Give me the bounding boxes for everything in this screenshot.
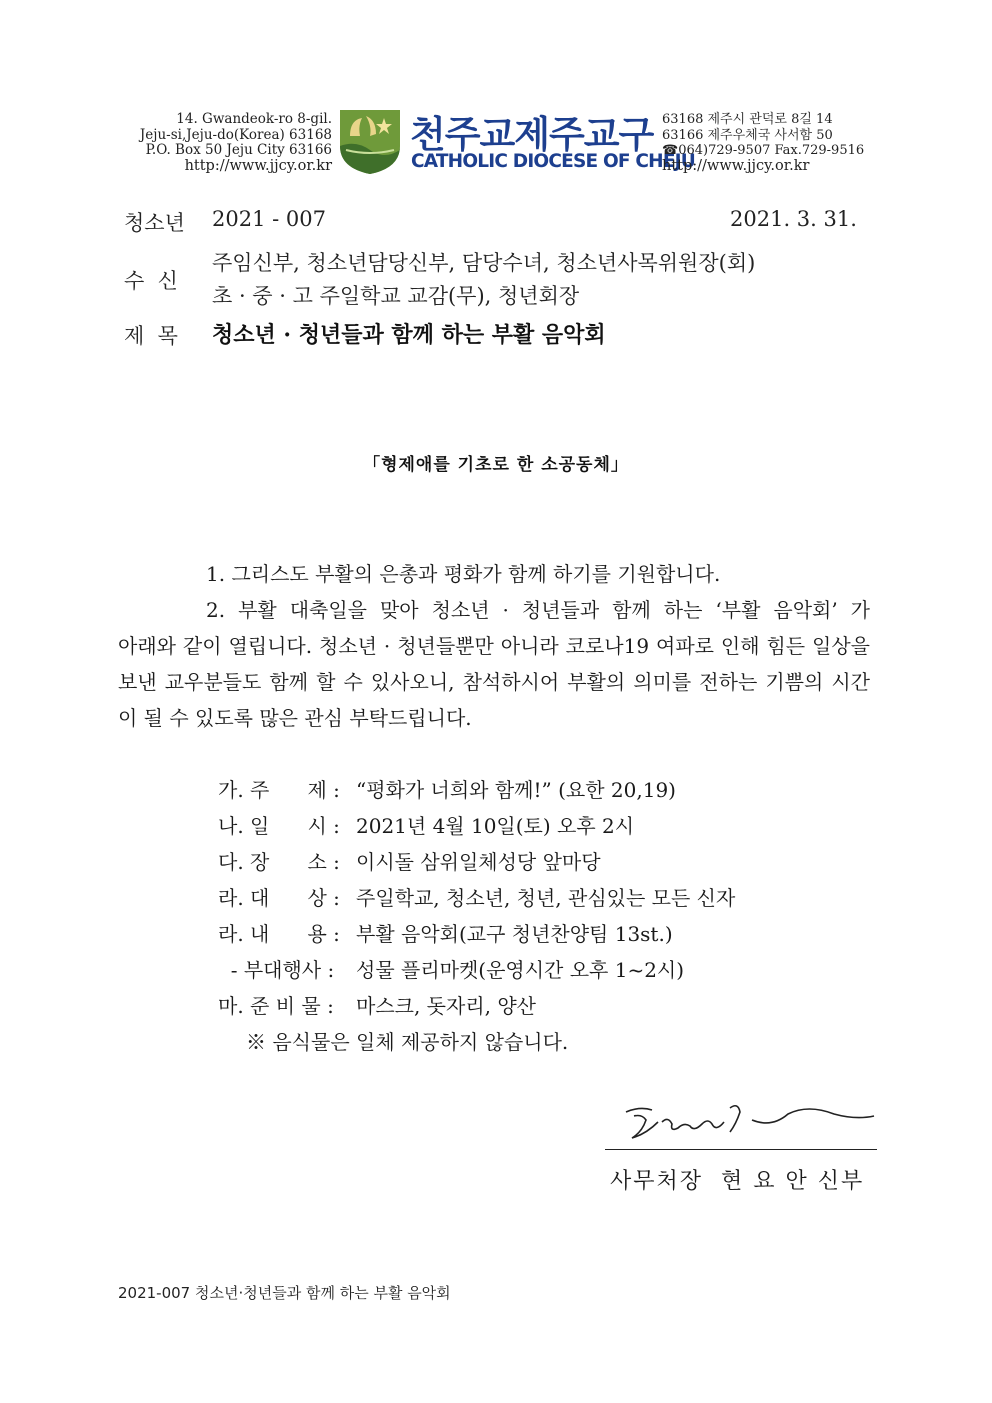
left-address-block xyxy=(112,112,332,174)
signer-name: 사무처장 현 요 안 신부 xyxy=(610,1169,865,1194)
detail-value: 부활 음악회(교구 청년찬양팀 13st.) xyxy=(356,922,673,946)
address-line: 63166 제주우체국 사서함 50 xyxy=(662,127,833,143)
detail-value: 주일학교, 청소년, 청년, 관심있는 모든 신자 xyxy=(356,886,736,910)
detail-key: 가. 주 제 : xyxy=(218,778,340,802)
footer-doc-reference: 2021-007 청소년·청년들과 함께 하는 부활 음악회 xyxy=(118,1284,451,1302)
detail-row xyxy=(218,774,676,803)
website-link[interactable]: http://www.jjcy.or.kr xyxy=(662,157,810,174)
detail-row xyxy=(218,918,673,947)
note-text: ※ 음식물은 일체 제공하지 않습니다. xyxy=(246,1030,569,1054)
website-link[interactable]: http://www.jjcy.or.kr xyxy=(184,157,332,174)
doc-date: 2021. 3. 31. xyxy=(730,207,857,231)
dept-label: 청소년 xyxy=(124,211,185,235)
subject-label: 제 목 xyxy=(124,324,178,348)
recipient-line: 주임신부, 청소년담당신부, 담당수녀, 청소년사목위원장(회) xyxy=(212,251,756,275)
detail-key: - 부대행사 : xyxy=(218,958,335,982)
detail-value: 이시돌 삼위일체성당 앞마당 xyxy=(356,850,601,874)
org-name-ko: 천주교제주교구 xyxy=(410,113,654,156)
body-paragraphs xyxy=(118,556,870,736)
detail-row xyxy=(218,810,634,839)
detail-key: 다. 장 소 : xyxy=(218,850,340,874)
address-line: P.O. Box 50 Jeju City 63166 xyxy=(145,142,332,158)
detail-key: 나. 일 시 : xyxy=(218,814,340,838)
address-line: Jeju-si,Jeju-do(Korea) 63168 xyxy=(139,126,332,143)
detail-value: “평화가 너희와 함께!” (요한 20,19) xyxy=(356,778,676,802)
detail-key: 라. 대 상 : xyxy=(218,886,340,910)
detail-value: 성물 플리마켓(운영시간 오후 1~2시) xyxy=(356,958,685,982)
detail-key: 마. 준 비 물 : xyxy=(218,994,334,1018)
recipient-line: 초 · 중 · 고 주일학교 교감(무), 청년회장 xyxy=(212,284,580,308)
recipient-label: 수 신 xyxy=(124,269,178,293)
detail-row xyxy=(218,990,536,1019)
detail-row xyxy=(218,954,684,983)
detail-value: 마스크, 돗자리, 양산 xyxy=(356,994,536,1018)
detail-value: 2021년 4월 10일(토) 오후 2시 xyxy=(356,814,635,838)
signature-line xyxy=(605,1149,877,1150)
address-line: 14. Gwandeok-ro 8-gil. xyxy=(176,111,332,127)
detail-key: 라. 내 용 : xyxy=(218,922,340,946)
paragraph-2-first-line: 2. 부활 대축일을 맞아 청소년 · 청년들과 함께 하는 ‘부활 음악회’ 가 xyxy=(206,598,870,622)
org-name-en: CATHOLIC DIOCESE OF CHEJU xyxy=(411,151,695,172)
detail-row xyxy=(218,846,601,875)
doc-number: 2021 - 007 xyxy=(212,207,326,231)
right-address-block xyxy=(662,112,892,174)
paragraph-1: 1. 그리스도 부활의 은총과 평화가 함께 하기를 기원합니다. xyxy=(206,562,721,586)
diocese-emblem-icon xyxy=(336,106,404,176)
address-line: 63168 제주시 관덕로 8길 14 xyxy=(662,112,833,127)
motto: 「형제애를 기초로 한 소공동체」 xyxy=(363,455,629,475)
phone-fax-line: ☎064)729-9507 Fax.729-9516 xyxy=(662,143,865,158)
subject-title: 청소년 · 청년들과 함께 하는 부활 음악회 xyxy=(212,322,606,348)
detail-row xyxy=(218,882,735,911)
paragraph-2-rest: 아래와 같이 열립니다. 청소년 · 청년들뿐만 아니라 코로나19 여파로 인해 힘든 일상을 보낸 교우분들도 함께 할 수 있사오니, 참석하시어 부활의 의미를 전하는 기쁨의 시간이 될 수 있도록 많은 관심 부탁드립니다. xyxy=(118,634,870,730)
